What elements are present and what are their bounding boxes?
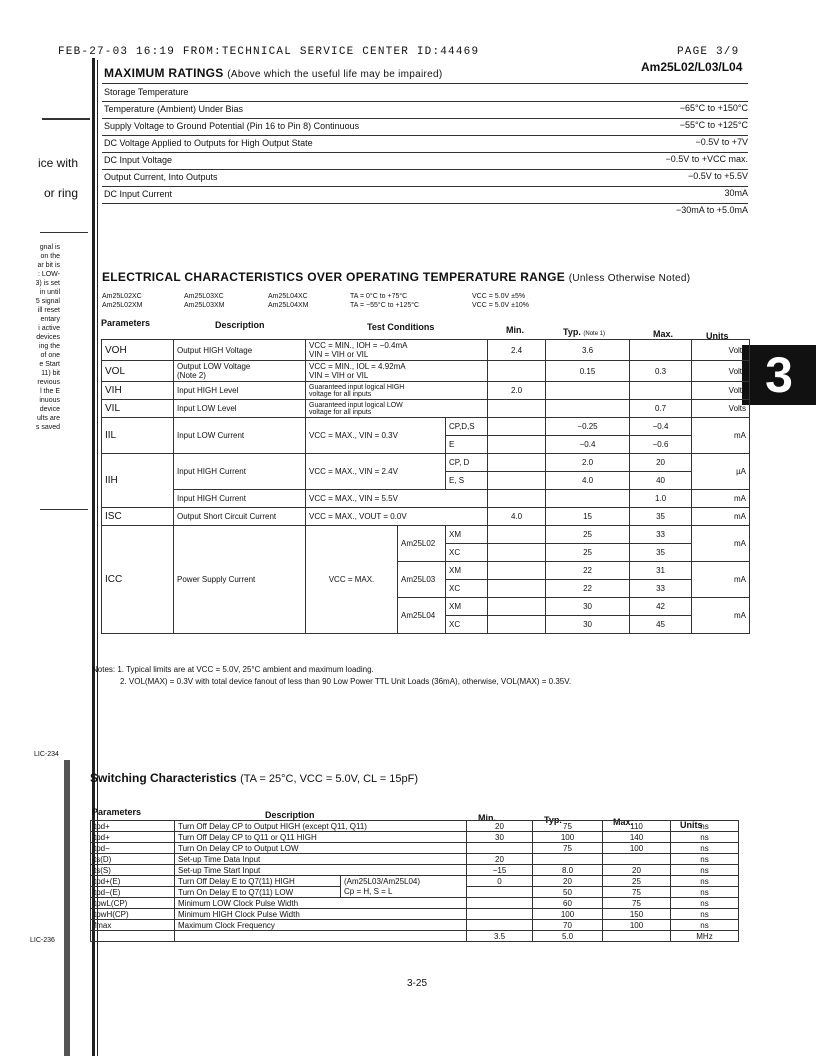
table-row: E, S 4.0 40 [102, 472, 750, 490]
table-row: XC 30 45 [102, 616, 750, 634]
table-row: XC 25 35 [102, 544, 750, 562]
margin-label-2: LIC-236 [30, 937, 55, 944]
margin-rule [42, 118, 90, 120]
cond-devices-l04: Am25L04XC Am25L04XM [268, 293, 309, 309]
electrical-characteristics-table [101, 339, 750, 634]
part-number: Am25L02/L03/L04 [641, 60, 743, 74]
table-row: IIL Input LOW Current VCC = MAX., VIN = 0.3V CP,D,S −0.25 −0.4 mA [102, 418, 750, 436]
sw-col-max: Max. [613, 817, 634, 827]
cond-vcc: VCC = 5.0V ±5% VCC = 5.0V ±10% [472, 293, 529, 309]
table-row: Am25L03 XM 22 31 mA [102, 562, 750, 580]
col-header-units: Units [706, 331, 729, 341]
max-rating-row: −30mA to +5.0mA [675, 205, 748, 215]
sw-col-min: Min. [478, 813, 496, 823]
table-row: tpd+ Turn Off Delay CP to Q11 or Q11 HIGH 30 100 140 ns [91, 832, 739, 843]
elec-title: ELECTRICAL CHARACTERISTICS OVER OPERATING TEMPERATURE RANGE (Unless Otherwise Noted) [102, 270, 691, 284]
max-rating-row: Temperature (Ambient) Under Bias −65°C to +150°C [102, 101, 748, 119]
margin-word-1: ice with [38, 156, 79, 170]
section-tab: 3 [742, 345, 816, 405]
table-row: ICC Power Supply Current VCC = MAX. Am25L02 XM 25 33 mA [102, 526, 750, 544]
col-header-desc: Description [215, 320, 265, 330]
table-row: tpd+(E) Turn Off Delay E to Q7(11) HIGH (Am25L03/Am25L04) Cp = H, S = L 0 20 25 ns [91, 876, 739, 887]
max-rating-row: Supply Voltage to Ground Potential (Pin 16 to Pin 8) Continuous −55°C to +125°C [102, 118, 748, 136]
table-row: Am25L04 XM 30 42 mA [102, 598, 750, 616]
col-header-params: Parameters [101, 318, 151, 328]
table-row: ISC Output Short Circuit Current VCC = MAX., VOUT = 0.0V 4.0 15 35 mA [102, 508, 750, 526]
table-row: IIH Input HIGH Current VCC = MAX., VIN = 2.4V CP, D 2.0 20 µA [102, 454, 750, 472]
table-row: XC 22 33 [102, 580, 750, 598]
switching-table [90, 820, 739, 942]
sw-col-desc: Description [265, 810, 315, 820]
table-row: tpd−(E) Turn On Delay E to Q7(11) LOW 50 75 ns [91, 887, 739, 898]
table-row: tpwH(CP) Minimum HIGH Clock Pulse Width 100 150 ns [91, 909, 739, 920]
table-row: VOH Output HIGH Voltage VCC = MIN., IOH = −0.4mA VIN = VIH or VIL 2.4 3.6 Volts [102, 340, 750, 361]
fax-header-left: FEB-27-03 16:19 FROM:TECHNICAL SERVICE CENTER ID:44469 [58, 46, 480, 58]
table-row: VOL Output LOW Voltage (Note 2) VCC = MIN., IOL = 4.92mA VIN = VIH or VIL 0.15 0.3 Volts [102, 361, 750, 382]
cond-devices-l03: Am25L03XC Am25L03XM [184, 293, 225, 309]
margin-label-1: LIC-234 [34, 751, 59, 758]
max-rating-row: Output Current, Into Outputs −0.5V to +5.5V [102, 169, 748, 187]
table-row: fmax Maximum Clock Frequency 70 100 ns [91, 920, 739, 931]
fax-page-number: PAGE 3/9 [677, 46, 740, 58]
col-header-max: Max. [653, 329, 674, 339]
switching-title: Switching Characteristics (TA = 25°C, VCC = 5.0V, CL = 15pF) [90, 771, 419, 785]
margin-fragments: gnal is on the ar bit is : LOW- 3) is set in until 5 signal ill reset entary i active devices ing the of one e Start 11) bit revious l the E inuous device ults are s saved [35, 244, 60, 431]
table-row: ts(D) Set-up Time Data Input 20 ns [91, 854, 739, 865]
table-row: 3.5 5.0 MHz [91, 931, 739, 942]
sw-col-params: Parameters [92, 807, 142, 817]
max-rating-row: DC Voltage Applied to Outputs for High Output State −0.5V to +7V [102, 135, 748, 153]
table-row: tpd+ Turn Off Delay CP to Output HIGH (except Q11, Q11) 20 75 110 ns [91, 821, 739, 832]
table-row: ts(S) Set-up Time Start Input −15 8.0 20 ns [91, 865, 739, 876]
fax-header [58, 46, 740, 58]
max-rating-row: DC Input Current 30mA [102, 186, 748, 204]
max-ratings-title: MAXIMUM RATINGS (Above which the useful life may be impaired) [104, 66, 443, 80]
sw-col-units: Units [680, 820, 703, 830]
col-header-typ: Typ. (Note 1) [563, 327, 606, 337]
cond-temperature: TA = 0°C to +75°C TA = −55°C to +125°C [350, 293, 420, 309]
margin-rule-3 [40, 509, 88, 510]
switching-condition-note: (Am25L03/Am25L04) Cp = H, S = L [341, 876, 467, 898]
table-row: E −0.4 −0.6 [102, 436, 750, 454]
sw-col-typ: Typ. [544, 815, 562, 825]
margin-rule-2 [40, 232, 88, 233]
table-row: tpwL(CP) Minimum LOW Clock Pulse Width 60 75 ns [91, 898, 739, 909]
table-row: VIL Input LOW Level Guaranteed input logical LOW voltage for all inputs 0.7 Volts [102, 400, 750, 418]
scan-shadow [64, 760, 70, 1056]
table-row: tpd− Turn On Delay CP to Output LOW 75 100 ns [91, 843, 739, 854]
col-header-min: Min. [506, 325, 524, 335]
table-row: VIH Input HIGH Level Guaranteed input logical HIGH voltage for all inputs 2.0 Volts [102, 382, 750, 400]
page-footer-number: 3-25 [407, 978, 428, 989]
max-rating-row: DC Input Voltage −0.5V to +VCC max. [102, 152, 748, 170]
max-rating-row: Storage Temperature [102, 84, 748, 102]
table-row: Input HIGH Current VCC = MAX., VIN = 5.5V 1.0 mA [102, 490, 750, 508]
col-header-test: Test Conditions [367, 322, 435, 332]
elec-notes: Notes: 1. Typical limits are at VCC = 5.0V, 25°C ambient and maximum loading. 2. VOL(MAX) = 0.3V with total device fanout of less than 90 Low Power TTL Unit Loads (36mA), otherwise, VOL(MAX) = 0.35V. [92, 665, 572, 686]
cond-devices-l02: Am25L02XC Am25L02XM [102, 293, 143, 309]
margin-word-2: or ring [44, 186, 79, 200]
